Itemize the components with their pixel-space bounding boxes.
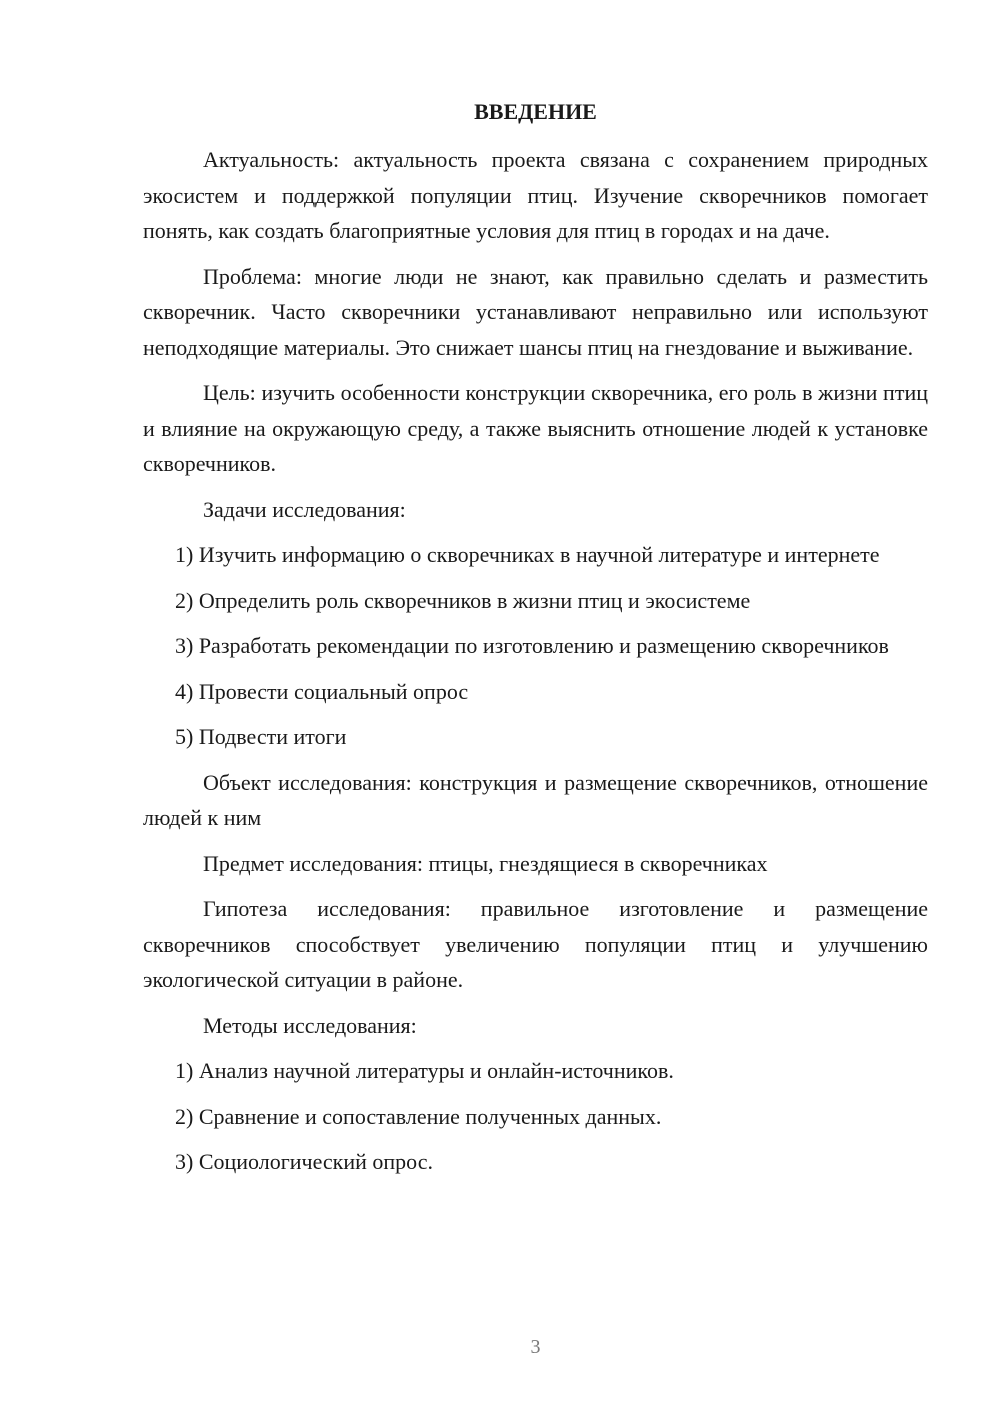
task-item: 4) Провести социальный опрос: [175, 678, 469, 704]
object-paragraph: Объект исследования: конструкция и размещение скворечников, отношение людей к ним: [143, 769, 928, 830]
subject-paragraph: Предмет исследования: птицы, гнездящиеся в скворечниках: [203, 850, 768, 876]
goal-paragraph: Цель: изучить особенности конструкции скворечника, его роль в жизни птиц и влияние на окружающую среду, а также выяснить отношение людей к установке скворечников.: [143, 380, 928, 476]
section-title: ВВЕДЕНИЕ: [474, 99, 597, 124]
task-item: 1) Изучить информацию о скворечниках в научной литературе и интернете: [175, 542, 880, 567]
hypothesis-paragraph: Гипотеза исследования: правильное изготовление и размещение скворечников способствует увеличению популяции птиц и улучшению экологической ситуации в районе.: [143, 896, 928, 992]
task-item: 2) Определить роль скворечников в жизни птиц и экосистеме: [175, 587, 751, 613]
page-number: 3: [530, 1336, 541, 1358]
method-item: 2) Сравнение и сопоставление полученных данных.: [175, 1103, 662, 1129]
document-page: [143, 0, 928, 1414]
tasks-heading: Задачи исследования:: [203, 496, 406, 522]
problem-paragraph: Проблема: многие люди не знают, как правильно сделать и разместить скворечник. Часто скворечники устанавливают неправильно или используют неподходящие материалы. Это снижает шансы птиц на гнездование и выживание.: [143, 263, 928, 360]
method-item: 3) Социологический опрос.: [175, 1149, 433, 1174]
method-item: 1) Анализ научной литературы и онлайн-источников.: [175, 1058, 674, 1083]
task-item: 5) Подвести итоги: [175, 724, 347, 749]
document-body: [143, 142, 928, 1190]
task-item: 3) Разработать рекомендации по изготовлению и размещению скворечников: [175, 633, 889, 658]
methods-heading: Методы исследования:: [203, 1012, 417, 1038]
relevance-paragraph: Актуальность: актуальность проекта связана с сохранением природных экосистем и поддержкой популяции птиц. Изучение скворечников помогает понять, как создать благоприятные условия для птиц в городах и на даче.: [143, 147, 928, 243]
